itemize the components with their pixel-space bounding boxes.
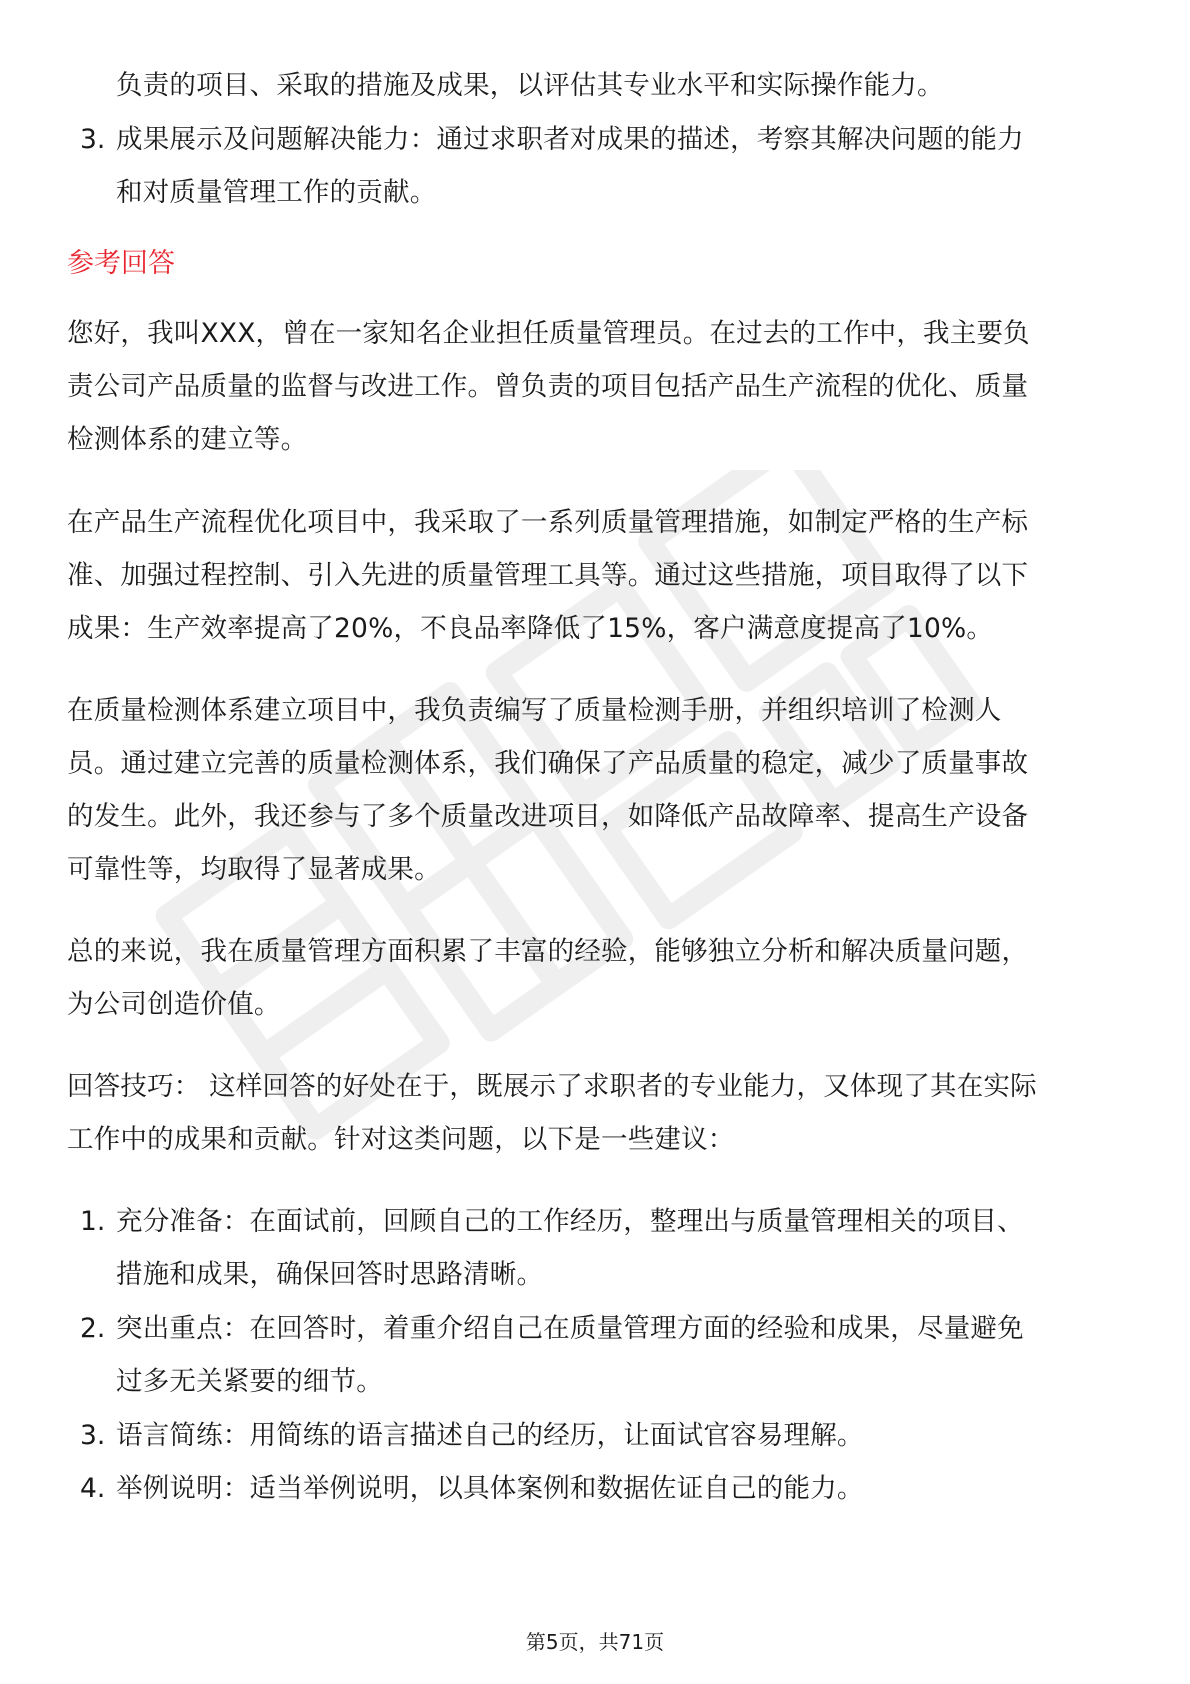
paragraph-3-line-1: 在质量检测体系建立项目中，我负责编写了质量检测手册，并组织培训了检测人 <box>67 695 1002 726</box>
paragraph-4-line-1: 总的来说，我在质量管理方面积累了丰富的经验，能够独立分析和解决质量问题， <box>67 936 1029 967</box>
tip-3-line-1: 语言简练：用简练的语言描述自己的经历，让面试官容易理解。 <box>116 1420 864 1451</box>
list-item-3-line-1: 成果展示及问题解决能力：通过求职者对成果的描述，考察其解决问题的能力 <box>116 124 1024 155</box>
tip-2-number: 2. <box>80 1313 106 1344</box>
page-number-footer: 第5页，共71页 <box>525 1630 665 1654</box>
tip-3-number: 3. <box>80 1420 106 1451</box>
tip-1-number: 1. <box>80 1206 106 1237</box>
section-heading-reference-answer: 参考回答 <box>67 248 175 279</box>
tip-1-line-2: 措施和成果，确保回答时思路清晰。 <box>116 1259 544 1290</box>
tip-1-line-1: 充分准备：在面试前，回顾自己的工作经历，整理出与质量管理相关的项目、 <box>116 1206 1024 1237</box>
tip-4-number: 4. <box>80 1473 106 1504</box>
tip-4-line-1: 举例说明：适当举例说明，以具体案例和数据佐证自己的能力。 <box>116 1473 864 1504</box>
tip-2-line-2: 过多无关紧要的细节。 <box>116 1366 383 1397</box>
paragraph-1-line-1: 您好，我叫XXX，曾在一家知名企业担任质量管理员。在过去的工作中，我主要负 <box>67 318 1030 349</box>
paragraph-2-line-2: 准、加强过程控制、引入先进的质量管理工具等。通过这些措施，项目取得了以下 <box>67 560 1029 591</box>
paragraph-3-line-4: 可靠性等，均取得了显著成果。 <box>67 854 441 885</box>
tips-intro-line-2: 工作中的成果和贡献。针对这类问题，以下是一些建议： <box>67 1124 735 1155</box>
paragraph-4-line-2: 为公司创造价值。 <box>67 989 281 1020</box>
list-item-3-number: 3. <box>80 124 106 155</box>
list-item-2-continuation: 负责的项目、采取的措施及成果，以评估其专业水平和实际操作能力。 <box>116 70 944 101</box>
tips-intro-line-1: 回答技巧： 这样回答的好处在于，既展示了求职者的专业能力，又体现了其在实际 <box>67 1071 1037 1102</box>
paragraph-1-line-3: 检测体系的建立等。 <box>67 424 308 455</box>
paragraph-1-line-2: 责公司产品质量的监督与改进工作。曾负责的项目包括产品生产流程的优化、质量 <box>67 371 1029 402</box>
paragraph-2-line-1: 在产品生产流程优化项目中，我采取了一系列质量管理措施，如制定严格的生产标 <box>67 507 1029 538</box>
list-item-3-line-2: 和对质量管理工作的贡献。 <box>116 177 437 208</box>
paragraph-3-line-2: 员。通过建立完善的质量检测体系，我们确保了产品质量的稳定，减少了质量事故 <box>67 748 1029 779</box>
tip-2-line-1: 突出重点：在回答时，着重介绍自己在质量管理方面的经验和成果，尽量避免 <box>116 1313 1024 1344</box>
paragraph-3-line-3: 的发生。此外，我还参与了多个质量改进项目，如降低产品故障率、提高生产设备 <box>67 801 1029 832</box>
paragraph-2-line-3: 成果：生产效率提高了20%，不良品率降低了15%，客户满意度提高了10%。 <box>67 613 994 644</box>
